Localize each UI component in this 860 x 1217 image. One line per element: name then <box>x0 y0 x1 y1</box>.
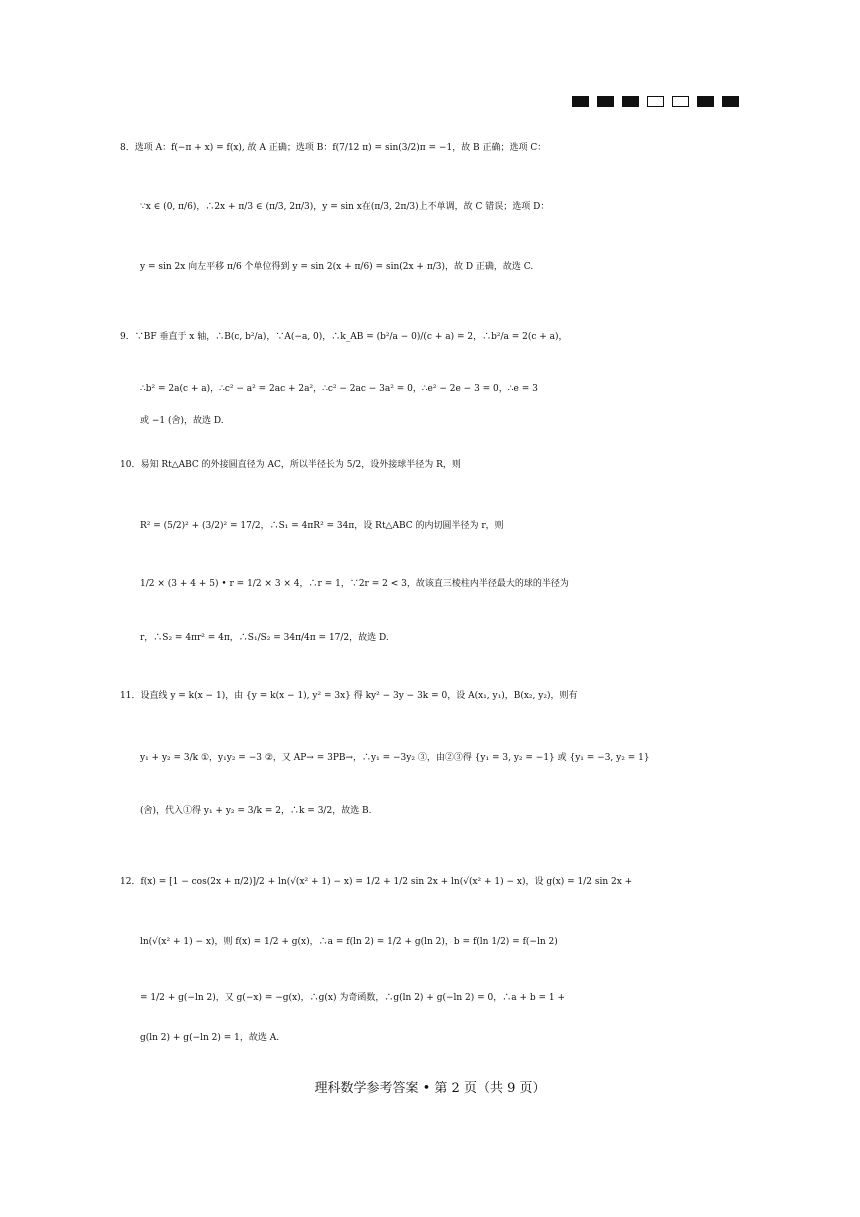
solution-line: 8．选项 A：f(−π + x) = f(x), 故 A 正确；选项 B：f(7/12 π) = sin(3/2)π = −1，故 B 正确；选项 C： <box>120 143 547 153</box>
solution-line: y = sin 2x 向左平移 π/6 个单位得到 y = sin 2(x + π/6) = sin(2x + π/3)，故 D 正确，故选 C. <box>140 262 534 272</box>
solution-line: 或 −1 (舍)，故选 D. <box>140 416 224 426</box>
header-marks <box>572 96 739 107</box>
header-mark-filled <box>597 96 614 107</box>
solution-line: y₁ + y₂ = 3/k ①，y₁y₂ = −3 ②，又 AP→ = 3PB→，∴y₁ = −3y₂ ③，由②③得 {y₁ = 3, y₂ = −1} 或 {y₁ = −3, y₂ = 1} <box>140 753 650 763</box>
solution-line: ∵x ∈ (0, π/6)，∴2x + π/3 ∈ (π/3, 2π/3)，y = sin x在(π/3, 2π/3)上不单调，故 C 错误；选项 D： <box>140 202 550 212</box>
solution-line: 11．设直线 y = k(x − 1)，由 {y = k(x − 1), y² = 3x} 得 ky² − 3y − 3k = 0，设 A(x₁, y₁)，B(x₂, y₂)，则有 <box>120 691 578 701</box>
solution-line: r，∴S₂ = 4πr² = 4π，∴S₁/S₂ = 34π/4π = 17/2，故选 D. <box>140 633 389 643</box>
solution-line: ∴b² = 2a(c + a)，∴c² − a² = 2ac + 2a²，∴c² − 2ac − 3a² = 0，∴e² − 2e − 3 = 0，∴e = 3 <box>140 384 538 394</box>
header-mark-filled <box>722 96 739 107</box>
solution-line: g(ln 2) + g(−ln 2) = 1，故选 A. <box>140 1033 280 1043</box>
solution-line: 12．f(x) = [1 − cos(2x + π/2)]/2 + ln(√(x² + 1) − x) = 1/2 + 1/2 sin 2x + ln(√(x² + 1) − x)，设 g(x) = 1/2 sin 2x + <box>120 877 633 887</box>
header-mark-filled <box>572 96 589 107</box>
solution-line: R² = (5/2)² + (3/2)² = 17/2，∴S₁ = 4πR² = 34π，设 Rt△ABC 的内切圆半径为 r，则 <box>140 521 504 531</box>
solution-line: = 1/2 + g(−ln 2)，又 g(−x) = −g(x)，∴g(x) 为奇函数，∴g(ln 2) + g(−ln 2) = 0，∴a + b = 1 + <box>140 993 566 1003</box>
header-mark-filled <box>622 96 639 107</box>
solution-line: 1/2 × (3 + 4 + 5) • r = 1/2 × 3 × 4，∴r = 1，∵2r = 2 < 3，故该直三棱柱内半径最大的球的半径为 <box>140 579 569 589</box>
solution-line: ln(√(x² + 1) − x)，则 f(x) = 1/2 + g(x)，∴a = f(ln 2) = 1/2 + g(ln 2)，b = f(ln 1/2) = f(−ln 2) <box>140 937 558 947</box>
solution-line: 10．易知 Rt△ABC 的外接圆直径为 AC，所以半径长为 5/2，设外接球半径为 R，则 <box>120 460 461 470</box>
header-mark-filled <box>697 96 714 107</box>
header-mark-empty <box>672 96 689 107</box>
page-footer: 理科数学参考答案 • 第 2 页（共 9 页） <box>314 1081 546 1096</box>
solution-line: (舍)，代入①得 y₁ + y₂ = 3/k = 2，∴k = 3/2，故选 B. <box>140 806 372 816</box>
solution-line: 9．∵BF 垂直于 x 轴，∴B(c, b²/a)，∵A(−a, 0)，∴k_AB = (b²/a − 0)/(c + a) = 2，∴b²/a = 2(c + a)， <box>120 332 568 342</box>
header-mark-empty <box>647 96 664 107</box>
